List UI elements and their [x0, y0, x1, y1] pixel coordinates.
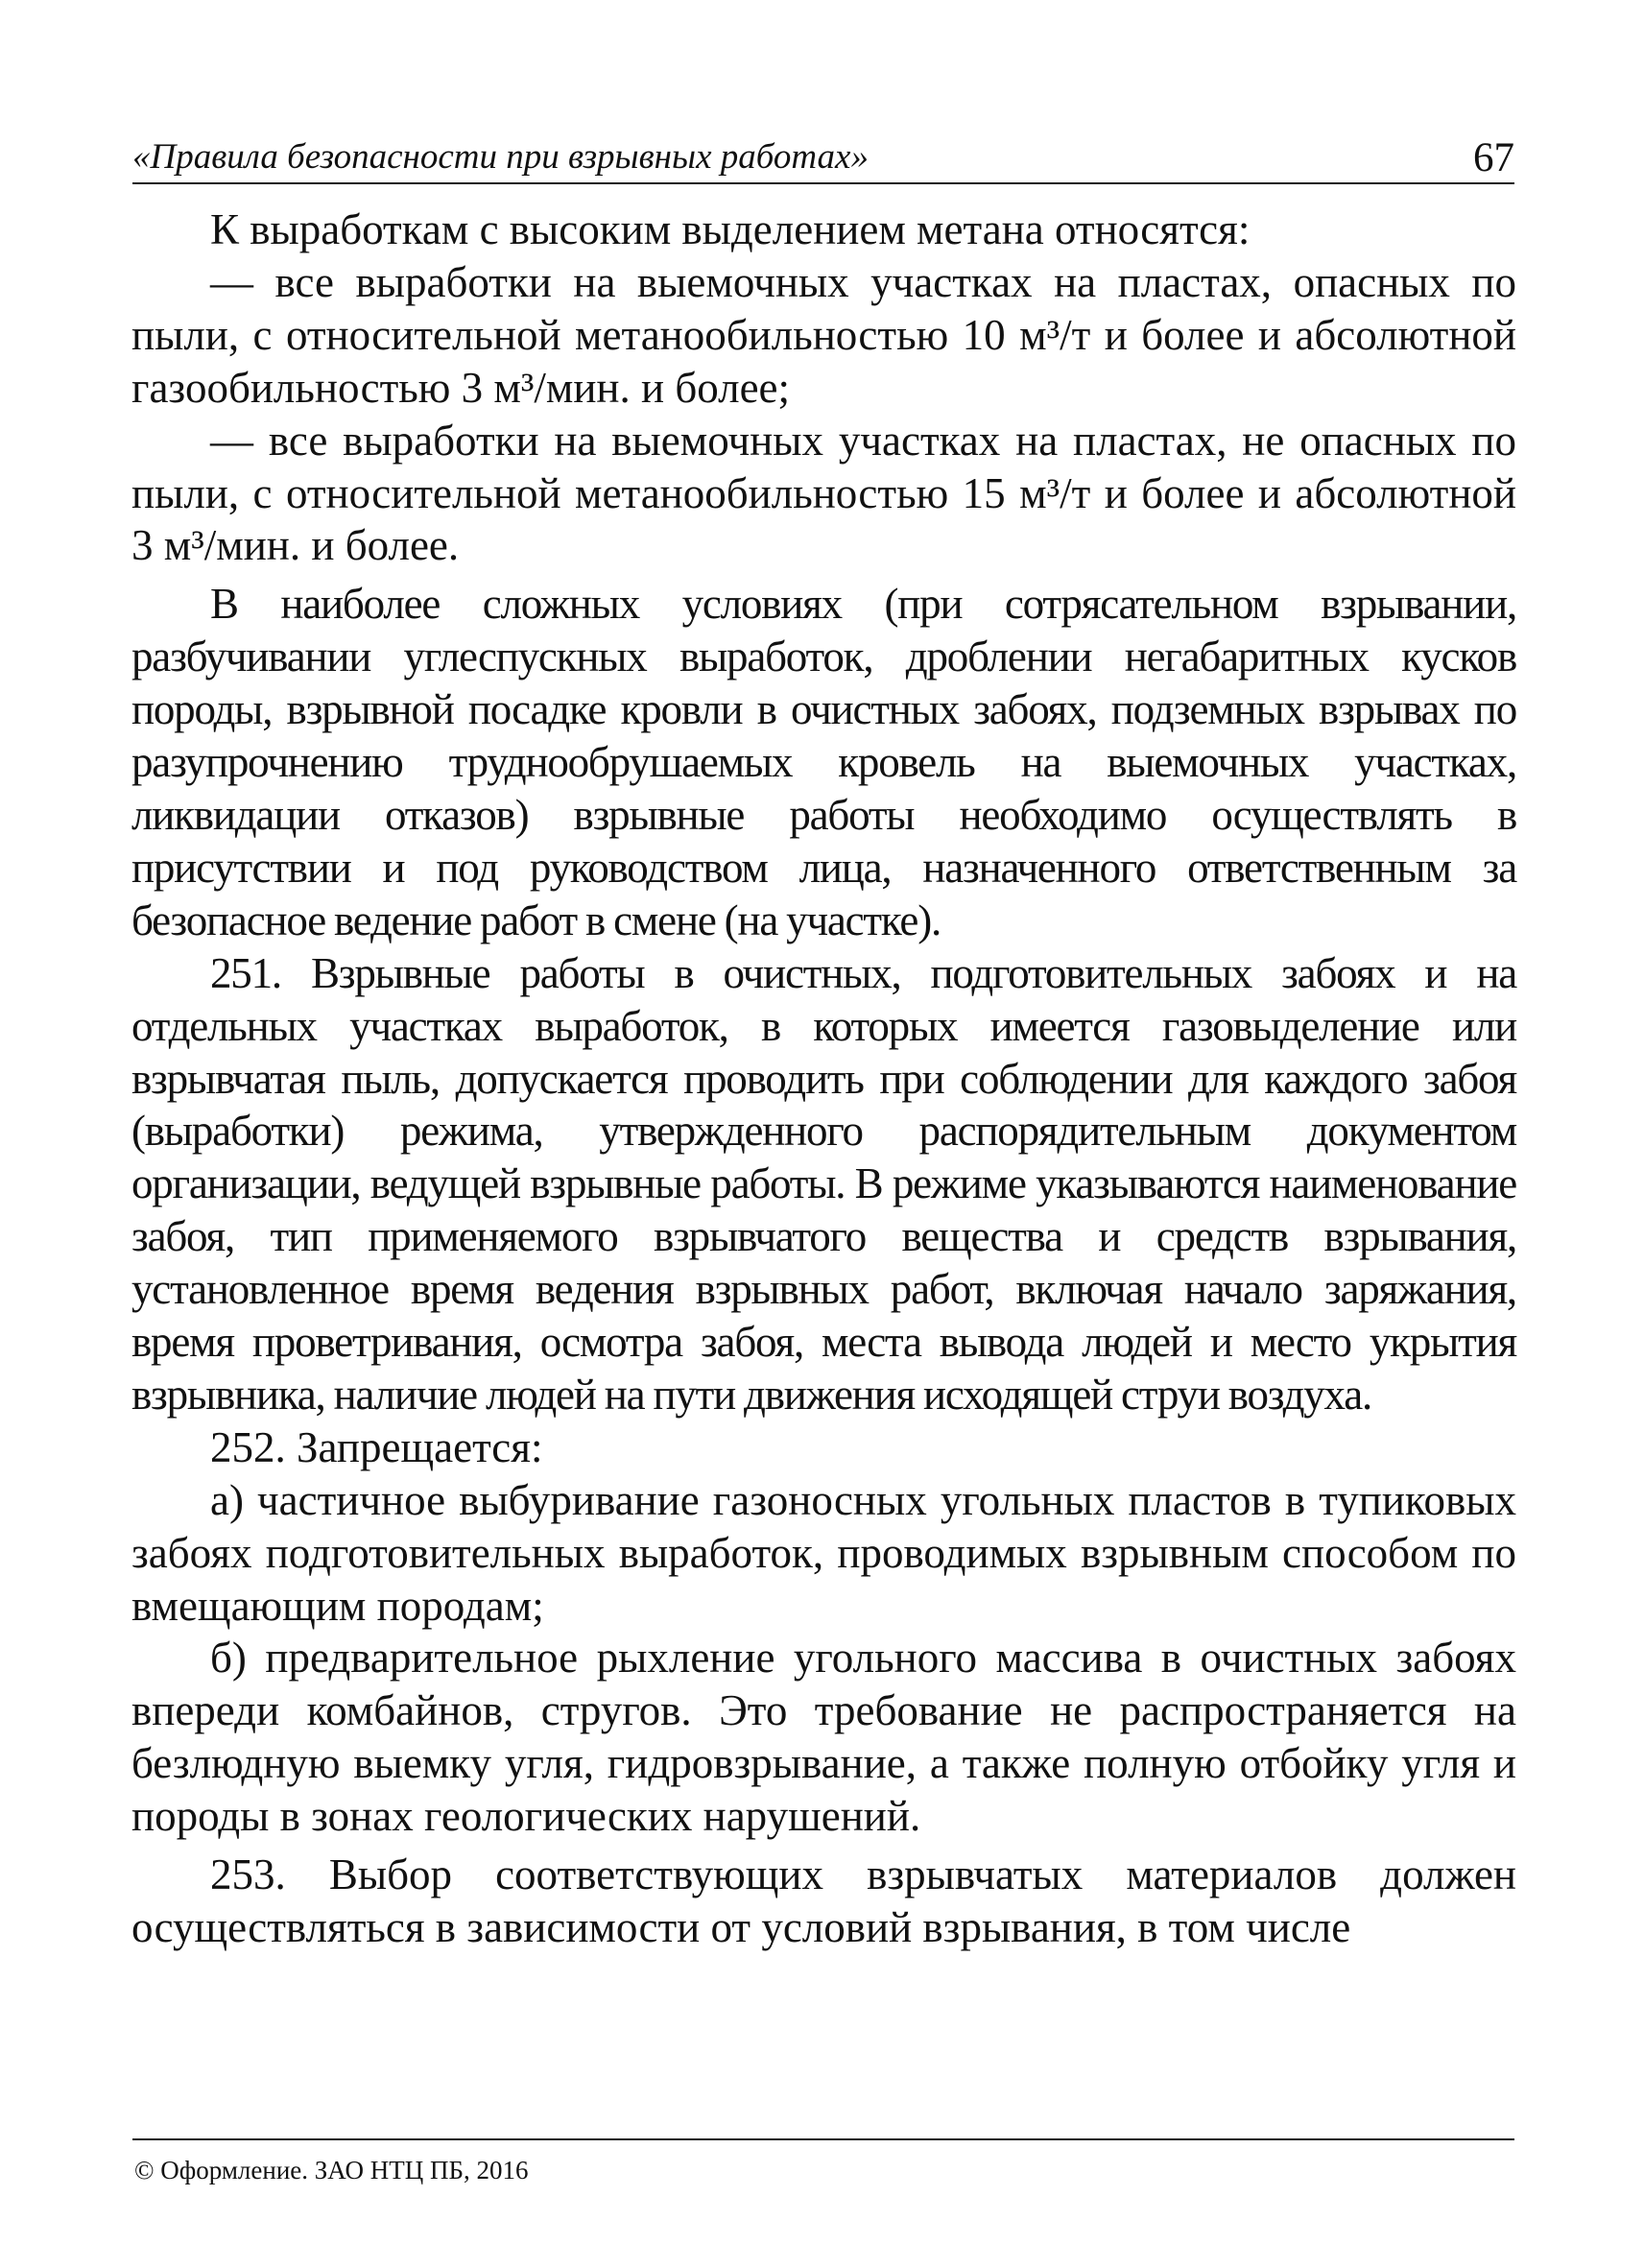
paragraph-list-item-1: — все выработки на выемочных участках на пластах, опасных по пыли, с относительной метанообильностью 10 м³/т и более и абсолютной газообильностью 3 м³/мин. и более; [131, 257, 1516, 412]
page-footer [132, 2138, 1514, 2184]
page-number: 67 [1473, 135, 1514, 180]
page-body [131, 203, 1516, 1954]
copyright-notice: © Оформление. ЗАО НТЦ ПБ, 2016 [134, 2156, 529, 2184]
paragraph-251: 251. Взрывные работы в очистных, подготовительных забоях и на отдельных участках выработок, в которых имеется газовыделение или взрывчатая пыль, допускается проводить при соблюдении для каждого забоя (выработки) режима, утвержденного распорядительным документом организации, ведущей взрывные работы. В режиме указываются наименование забоя, тип применяемого взрывчатого вещества и средств взрывания, установленное время ведения взрывных работ, включая начало заряжания, время проветривания, осмотра забоя, места вывода людей и место укрытия взрывника, наличие людей на пути движения исходящей струи воздуха. [131, 948, 1516, 1419]
paragraph-252: 252. Запрещается: [210, 1422, 543, 1471]
paragraph-253: 253. Выбор соответствующих взрывчатых материалов должен осуществляться в зависимости от условий взрывания, в том числе [131, 1850, 1516, 1951]
paragraph-intro: К выработкам с высоким выделением метана относятся: [210, 205, 1251, 253]
paragraph-252-a: а) частичное выбуривание газоносных угольных пластов в тупиковых забоях подготовительных выработок, проводимых взрывным способом по вмещающим породам; [131, 1475, 1516, 1630]
paragraph-complex-conditions: В наиболее сложных условиях (при сотрясательном взрывании, разбучивании углеспускных выработок, дроблении негабаритных кусков породы, взрывной посадке кровли в очистных забоях, подземных взрывах по разупрочнению труднообрушаемых кровель на выемочных участках, ликвидации отказов) взрывные работы необходимо осуществлять в присутствии и под руководством лица, назначенного ответственным за безопасное ведение работ в смене (на участке). [131, 580, 1516, 944]
paragraph-list-item-2: — все выработки на выемочных участках на пластах, не опасных по пыли, с относительной метанообильностью 15 м³/т и более и абсолютной 3 м³/мин. и более. [131, 416, 1516, 570]
running-title: «Правила безопасности при взрывных работах» [132, 137, 869, 177]
paragraph-252-b: б) предварительное рыхление угольного массива в очистных забоях впереди комбайнов, стругов. Это требование не распространяется на безлюдную выемку угля, гидровзрывание, а также полную отбойку угля и породы в зонах геологических нарушений. [131, 1634, 1516, 1841]
page-header [132, 134, 1514, 184]
